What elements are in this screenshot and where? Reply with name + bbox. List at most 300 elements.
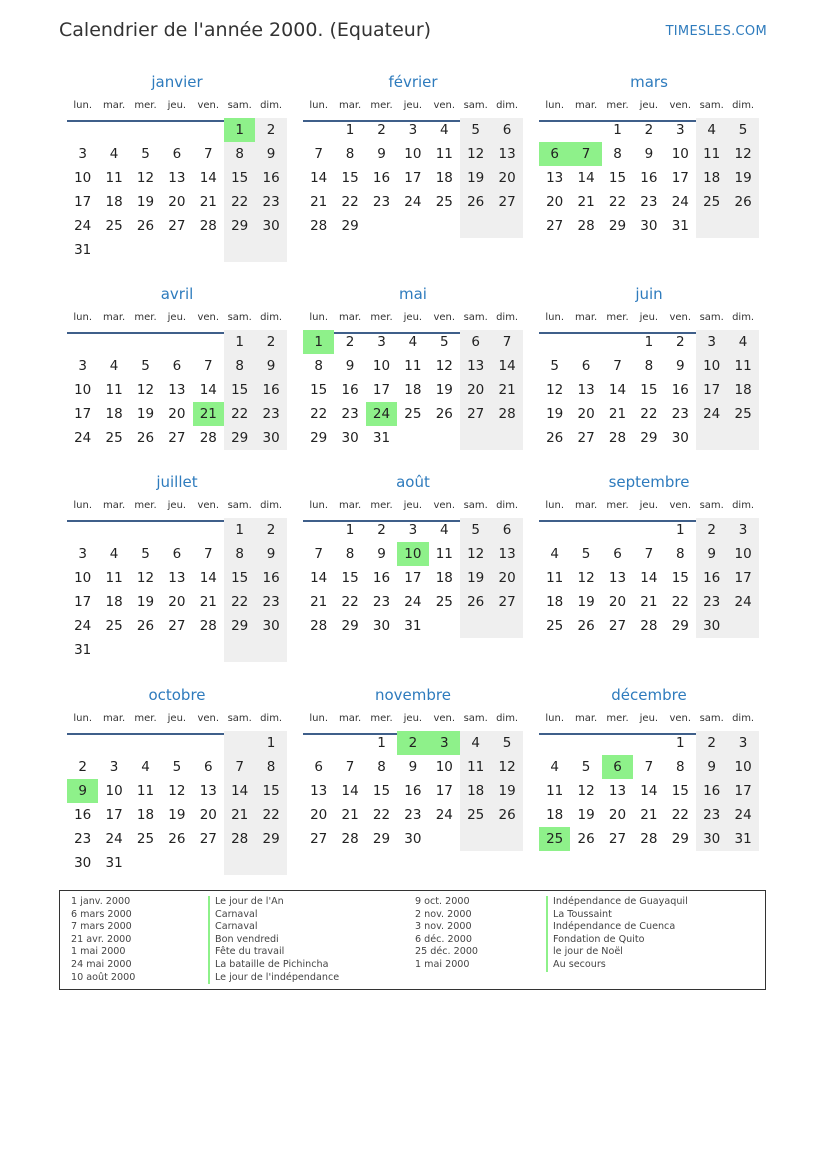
weekday-label: ven. (669, 312, 692, 323)
day-cell: 1 (255, 731, 286, 755)
day-cell: 4 (550, 546, 559, 562)
day-cell: 4 (408, 334, 418, 350)
day-cell: 16 (372, 570, 391, 586)
day-cell: 15 (224, 378, 255, 402)
day-cell: 3 (408, 522, 418, 538)
day-cell: 4 (696, 118, 727, 142)
day-cell: 26 (546, 430, 564, 446)
day-cell: 4 (109, 146, 119, 162)
day-cell: 3 (78, 146, 87, 162)
weekday-label: dim. (496, 500, 519, 511)
weekend-empty-cell (727, 214, 758, 238)
day-cell: 7 (314, 146, 323, 162)
holiday-date: 7 mars 2000 (71, 921, 132, 933)
day-cell: 2 (255, 518, 286, 542)
day-cell: 9 (696, 755, 727, 779)
day-cell: 14 (199, 570, 217, 586)
day-cell: 21 (608, 406, 627, 422)
weekday-label: mar. (102, 500, 126, 511)
day-cell: 20 (608, 594, 627, 610)
holiday-name: La bataille de Pichincha (208, 959, 339, 972)
weekend-empty-cell (224, 731, 255, 755)
holiday-day-cell: 21 (193, 402, 224, 426)
day-cell: 5 (491, 731, 522, 755)
day-cell: 1 (675, 522, 685, 538)
weekday-label: mer. (606, 500, 629, 511)
day-cell: 17 (105, 807, 123, 823)
holiday-name: Carnaval (208, 909, 339, 922)
day-cell: 16 (696, 566, 727, 590)
day-cell: 22 (671, 594, 689, 610)
day-cell: 31 (372, 430, 391, 446)
day-cell: 12 (168, 783, 186, 799)
day-cell: 25 (727, 402, 758, 426)
day-cell: 12 (577, 783, 595, 799)
day-cell: 10 (105, 783, 123, 799)
day-cell: 1 (345, 522, 355, 538)
day-cell: 1 (224, 518, 255, 542)
day-cell: 29 (310, 430, 328, 446)
day-cell: 8 (675, 759, 685, 775)
weekday-label: jeu. (167, 713, 187, 724)
weekday-label: mar. (574, 500, 598, 511)
weekday-label: jeu. (403, 312, 423, 323)
day-cell: 28 (577, 218, 595, 234)
month-name: février (388, 73, 438, 91)
weekday-label: sam. (699, 500, 724, 511)
holiday-name: Au secours (546, 959, 688, 972)
day-cell: 12 (136, 382, 155, 398)
day-cell: 2 (696, 518, 727, 542)
day-cell: 24 (74, 430, 92, 446)
day-cell: 29 (671, 618, 689, 634)
day-cell: 27 (460, 402, 491, 426)
day-cell: 12 (577, 570, 595, 586)
day-cell: 9 (255, 142, 286, 166)
day-cell: 15 (640, 382, 658, 398)
day-cell: 2 (377, 122, 386, 138)
day-cell: 11 (136, 783, 155, 799)
day-cell: 14 (310, 170, 328, 186)
day-cell: 7 (491, 330, 522, 354)
weekday-label: dim. (496, 713, 519, 724)
day-cell: 7 (644, 759, 654, 775)
day-cell: 21 (341, 807, 359, 823)
holiday-date: 1 mai 2000 (415, 958, 470, 970)
weekday-label: ven. (669, 100, 692, 111)
day-cell: 17 (372, 382, 391, 398)
weekday-label: dim. (260, 500, 283, 511)
holiday-name: Indépendance de Guayaquil (546, 896, 688, 909)
day-cell: 23 (255, 402, 286, 426)
day-cell: 26 (460, 590, 491, 614)
day-cell: 24 (74, 218, 92, 234)
weekday-label: lun. (545, 312, 565, 323)
weekday-label: mar. (102, 312, 126, 323)
day-cell: 30 (255, 214, 286, 238)
day-cell: 5 (141, 546, 150, 562)
weekday-label: ven. (433, 500, 456, 511)
day-cell: 1 (644, 334, 654, 350)
day-cell: 29 (640, 430, 658, 446)
day-cell: 23 (696, 590, 727, 614)
day-cell: 11 (435, 146, 453, 162)
day-cell: 31 (105, 855, 123, 871)
day-cell: 19 (546, 406, 564, 422)
day-cell: 14 (577, 170, 595, 186)
day-cell: 23 (255, 190, 286, 214)
day-cell: 3 (109, 759, 119, 775)
day-cell: 26 (727, 190, 758, 214)
day-cell: 12 (491, 755, 522, 779)
weekend-empty-cell (727, 426, 758, 450)
day-cell: 15 (671, 783, 689, 799)
day-cell: 28 (224, 827, 255, 851)
weekday-label: ven. (433, 713, 456, 724)
day-cell: 30 (255, 614, 286, 638)
weekday-label: lun. (73, 312, 93, 323)
holiday-dates-right (415, 896, 478, 972)
day-cell: 23 (341, 406, 359, 422)
weekend-empty-cell (460, 426, 491, 450)
day-cell: 8 (314, 358, 323, 374)
day-cell: 21 (577, 194, 595, 210)
day-cell: 18 (105, 194, 123, 210)
month-name: décembre (611, 686, 687, 704)
holiday-date: 2 nov. 2000 (415, 908, 472, 920)
weekday-label: mer. (606, 100, 629, 111)
weekend-empty-cell (727, 614, 758, 638)
day-cell: 21 (199, 194, 217, 210)
day-cell: 28 (310, 218, 328, 234)
day-cell: 23 (255, 590, 286, 614)
day-cell: 1 (224, 330, 255, 354)
day-cell: 30 (696, 827, 727, 851)
day-cell: 19 (136, 594, 155, 610)
day-cell: 11 (696, 142, 727, 166)
day-cell: 28 (341, 831, 359, 847)
weekday-label: jeu. (167, 500, 187, 511)
day-cell: 23 (372, 194, 391, 210)
day-cell: 17 (671, 170, 689, 186)
day-cell: 22 (671, 807, 689, 823)
day-cell: 7 (203, 358, 213, 374)
day-cell: 20 (310, 807, 328, 823)
day-cell: 19 (577, 807, 595, 823)
day-cell: 3 (727, 518, 758, 542)
weekday-label: lun. (73, 100, 93, 111)
day-cell: 17 (404, 170, 422, 186)
day-cell: 28 (491, 402, 522, 426)
day-cell: 13 (168, 570, 186, 586)
day-cell: 2 (377, 522, 386, 538)
day-cell: 23 (696, 803, 727, 827)
weekday-label: ven. (197, 500, 220, 511)
day-cell: 8 (345, 146, 355, 162)
day-cell: 31 (74, 242, 92, 258)
day-cell: 9 (255, 542, 286, 566)
weekday-label: sam. (227, 312, 252, 323)
day-cell: 6 (172, 546, 182, 562)
day-cell: 29 (671, 831, 689, 847)
day-cell: 17 (74, 194, 92, 210)
weekday-label: dim. (496, 100, 519, 111)
holiday-name: Le jour de l'indépendance (208, 972, 339, 985)
day-cell: 12 (460, 542, 491, 566)
day-cell: 27 (310, 831, 328, 847)
day-cell: 10 (727, 755, 758, 779)
day-cell: 16 (255, 378, 286, 402)
day-cell: 18 (404, 382, 422, 398)
holiday-date: 6 déc. 2000 (415, 933, 472, 945)
day-cell: 21 (199, 594, 217, 610)
weekday-label: lun. (309, 500, 329, 511)
day-cell: 4 (439, 522, 449, 538)
day-cell: 9 (675, 358, 685, 374)
day-cell: 1 (613, 122, 622, 138)
holiday-day-cell: 10 (397, 542, 428, 566)
day-cell: 17 (435, 783, 453, 799)
day-cell: 10 (74, 570, 92, 586)
holiday-name: Bon vendredi (208, 934, 339, 947)
day-cell: 19 (727, 166, 758, 190)
weekday-label: mer. (606, 312, 629, 323)
day-cell: 27 (577, 430, 595, 446)
day-cell: 18 (105, 406, 123, 422)
day-cell: 24 (105, 831, 123, 847)
weekend-empty-cell (224, 238, 255, 262)
weekday-label: lun. (309, 312, 329, 323)
day-cell: 3 (727, 731, 758, 755)
weekday-label: dim. (260, 713, 283, 724)
page-title: Calendrier de l'année 2000. (Equateur) (59, 19, 432, 41)
day-cell: 10 (404, 146, 422, 162)
day-cell: 22 (640, 406, 658, 422)
site-link[interactable]: TIMESLES.COM (665, 24, 767, 39)
day-cell: 10 (727, 542, 758, 566)
day-cell: 30 (696, 614, 727, 638)
day-cell: 28 (199, 218, 217, 234)
day-cell: 6 (581, 358, 591, 374)
day-cell: 27 (168, 430, 186, 446)
day-cell: 11 (105, 570, 123, 586)
weekday-label: lun. (309, 713, 329, 724)
weekday-label: sam. (463, 312, 488, 323)
day-cell: 6 (203, 759, 213, 775)
weekend-empty-cell (460, 214, 491, 238)
day-cell: 18 (460, 779, 491, 803)
weekday-label: jeu. (639, 312, 659, 323)
day-cell: 16 (404, 783, 422, 799)
day-cell: 13 (608, 570, 627, 586)
day-cell: 28 (640, 618, 658, 634)
day-cell: 28 (199, 430, 217, 446)
day-cell: 26 (577, 618, 595, 634)
day-cell: 26 (460, 190, 491, 214)
weekday-label: dim. (732, 100, 755, 111)
day-cell: 21 (310, 594, 328, 610)
holiday-date: 9 oct. 2000 (415, 896, 470, 907)
day-cell: 14 (199, 170, 217, 186)
day-cell: 10 (372, 358, 391, 374)
day-cell: 5 (581, 759, 591, 775)
weekday-label: mar. (338, 713, 362, 724)
day-cell: 30 (372, 618, 391, 634)
holiday-list (59, 890, 766, 990)
day-cell: 15 (255, 779, 286, 803)
day-cell: 9 (696, 542, 727, 566)
holiday-day-cell: 6 (602, 755, 633, 779)
holiday-date: 24 mai 2000 (71, 958, 132, 970)
weekday-label: mer. (370, 500, 393, 511)
day-cell: 28 (608, 430, 627, 446)
day-cell: 18 (105, 594, 123, 610)
weekend-empty-cell (224, 638, 255, 662)
day-cell: 17 (696, 378, 727, 402)
day-cell: 16 (255, 566, 286, 590)
day-cell: 5 (550, 358, 559, 374)
day-cell: 30 (74, 855, 92, 871)
holiday-name: Indépendance de Cuenca (546, 921, 688, 934)
day-cell: 30 (671, 430, 689, 446)
day-cell: 3 (696, 330, 727, 354)
day-cell: 24 (727, 803, 758, 827)
day-cell: 11 (460, 755, 491, 779)
day-cell: 4 (727, 330, 758, 354)
weekday-label: sam. (699, 100, 724, 111)
day-cell: 17 (404, 570, 422, 586)
weekend-empty-cell (491, 214, 522, 238)
day-cell: 25 (404, 406, 422, 422)
day-cell: 13 (199, 783, 217, 799)
month-name: mars (630, 73, 668, 91)
day-cell: 24 (404, 194, 422, 210)
day-cell: 18 (546, 807, 564, 823)
month-name: janvier (151, 73, 203, 91)
day-cell: 13 (168, 382, 186, 398)
day-cell: 26 (577, 831, 595, 847)
day-cell: 9 (408, 759, 418, 775)
day-cell: 28 (310, 618, 328, 634)
day-cell: 30 (404, 831, 422, 847)
day-cell: 21 (310, 194, 328, 210)
day-cell: 15 (341, 170, 359, 186)
weekday-label: mer. (134, 100, 157, 111)
day-cell: 6 (460, 330, 491, 354)
day-cell: 2 (255, 118, 286, 142)
day-cell: 18 (546, 594, 564, 610)
holiday-day-cell: 24 (366, 402, 397, 426)
day-cell: 2 (255, 330, 286, 354)
day-cell: 3 (377, 334, 386, 350)
day-cell: 12 (136, 570, 155, 586)
day-cell: 26 (136, 618, 155, 634)
day-cell: 2 (675, 334, 685, 350)
day-cell: 25 (460, 803, 491, 827)
weekday-label: mar. (338, 100, 362, 111)
day-cell: 26 (435, 406, 453, 422)
day-cell: 8 (224, 542, 255, 566)
day-cell: 27 (168, 618, 186, 634)
day-cell: 25 (105, 618, 123, 634)
day-cell: 16 (640, 170, 658, 186)
day-cell: 8 (377, 759, 386, 775)
day-cell: 13 (546, 170, 564, 186)
day-cell: 10 (435, 759, 453, 775)
day-cell: 5 (581, 546, 591, 562)
day-cell: 5 (460, 518, 491, 542)
weekday-label: ven. (669, 500, 692, 511)
day-cell: 31 (727, 827, 758, 851)
day-cell: 5 (727, 118, 758, 142)
day-cell: 17 (74, 406, 92, 422)
day-cell: 10 (671, 146, 689, 162)
day-cell: 23 (640, 194, 658, 210)
weekday-label: dim. (732, 312, 755, 323)
day-cell: 7 (345, 759, 355, 775)
weekday-label: mer. (606, 713, 629, 724)
weekday-label: mar. (574, 713, 598, 724)
day-cell: 14 (640, 570, 658, 586)
month-name: juillet (156, 473, 198, 491)
day-cell: 8 (644, 358, 654, 374)
day-cell: 12 (136, 170, 155, 186)
holiday-name: le jour de Noël (546, 946, 688, 959)
weekday-label: sam. (463, 713, 488, 724)
day-cell: 17 (727, 779, 758, 803)
month-name: août (396, 473, 430, 491)
holiday-day-cell: 25 (539, 827, 570, 851)
day-cell: 22 (341, 594, 359, 610)
day-cell: 29 (608, 218, 627, 234)
day-cell: 20 (608, 807, 627, 823)
day-cell: 22 (224, 190, 255, 214)
day-cell: 19 (460, 166, 491, 190)
holiday-date: 3 nov. 2000 (415, 921, 472, 933)
day-cell: 11 (546, 783, 564, 799)
holiday-date: 25 déc. 2000 (415, 946, 479, 958)
day-cell: 8 (255, 755, 286, 779)
weekday-label: sam. (699, 713, 724, 724)
holiday-name: Fondation de Quito (546, 934, 688, 947)
day-cell: 1 (377, 735, 386, 751)
day-cell: 2 (696, 731, 727, 755)
day-cell: 8 (224, 142, 255, 166)
day-cell: 29 (224, 426, 255, 450)
day-cell: 19 (577, 594, 595, 610)
day-cell: 9 (345, 358, 355, 374)
day-cell: 16 (341, 382, 359, 398)
day-cell: 29 (224, 614, 255, 638)
day-cell: 17 (727, 566, 758, 590)
holiday-day-cell: 1 (224, 118, 255, 142)
weekday-label: mer. (370, 100, 393, 111)
month-name: avril (160, 285, 194, 303)
weekend-empty-cell (224, 851, 255, 875)
day-cell: 15 (671, 570, 689, 586)
holiday-day-cell: 6 (539, 142, 570, 166)
day-cell: 14 (199, 382, 217, 398)
day-cell: 27 (168, 218, 186, 234)
day-cell: 29 (341, 618, 359, 634)
weekend-empty-cell (460, 827, 491, 851)
day-cell: 22 (372, 807, 391, 823)
day-cell: 8 (345, 546, 355, 562)
weekday-label: mer. (370, 312, 393, 323)
day-cell: 31 (74, 642, 92, 658)
day-cell: 14 (341, 783, 359, 799)
month-name: novembre (375, 686, 451, 704)
